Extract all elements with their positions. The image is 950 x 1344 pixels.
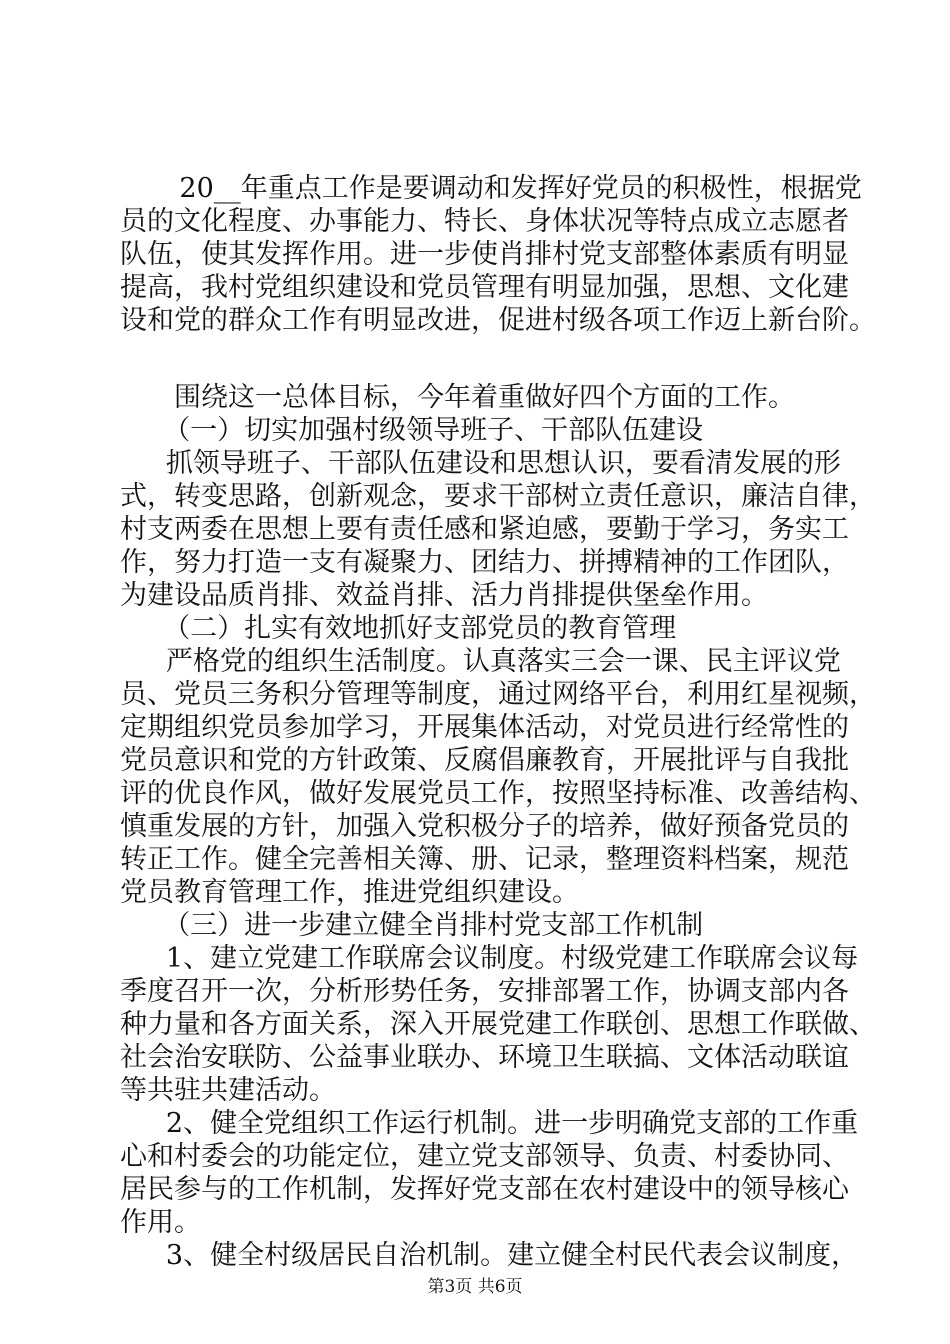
text-line: 评的优良作风，做好发展党员工作，按照坚持标准、改善结构、 — [120, 778, 876, 809]
text-line: 式，转变思路，创新观念，要求干部树立责任意识，廉洁自律， — [120, 481, 876, 512]
text-line: 提高，我村党组织建设和党员管理有明显加强，思想、文化建 — [120, 272, 849, 303]
paragraph — [120, 381, 840, 414]
text-line: 20__年重点工作是要调动和发挥好党员的积极性，根据党 — [179, 173, 862, 204]
text-line: 党员教育管理工作，推进党组织建设。 — [120, 877, 579, 908]
text-line: （一）切实加强村级领导班子、干部队伍建设 — [163, 415, 704, 446]
paragraph — [120, 942, 876, 1107]
text-line: 抓领导班子、干部队伍建设和思想认识，要看清发展的形 — [165, 448, 841, 479]
text-line: 村支两委在思想上要有责任感和紧迫感，要勤于学习，务实工 — [120, 514, 849, 545]
text-line: 设和党的群众工作有明显改进，促进村级各项工作迈上新台阶。 — [120, 305, 876, 336]
text-line: 3、健全村级居民自治机制。建立健全村民代表会议制度， — [165, 1240, 859, 1271]
text-line: 2、健全党组织工作运行机制。进一步明确党支部的工作重 — [165, 1108, 859, 1139]
text-line: 种力量和各方面关系，深入开展党建工作联创、思想工作联做、 — [120, 1009, 876, 1040]
text-line: （三）进一步建立健全肖排村党支部工作机制 — [163, 910, 704, 941]
text-line: 围绕这一总体目标，今年着重做好四个方面的工作。 — [174, 382, 795, 413]
paragraph — [120, 645, 876, 909]
text-line: 居民参与的工作机制，发挥好党支部在农村建设中的领导核心 — [120, 1174, 849, 1205]
text-line: 作，努力打造一支有凝聚力、团结力、拼搏精神的工作团队， — [120, 547, 849, 578]
text-line: （二）扎实有效地抓好支部党员的教育管理 — [163, 613, 677, 644]
paragraph — [120, 414, 840, 447]
text-line: 转正工作。健全完善相关簿、册、记录，整理资料档案，规范 — [120, 844, 849, 875]
paragraph — [120, 909, 840, 942]
paragraph — [120, 1107, 859, 1239]
paragraph — [120, 1239, 859, 1272]
text-line: 慎重发展的方针，加强入党积极分子的培养，做好预备党员的 — [120, 811, 849, 842]
text-line: 党员意识和党的方针政策、反腐倡廉教育，开展批评与自我批 — [120, 745, 849, 776]
page-footer: 第3页 共6页 — [427, 1277, 523, 1297]
text-line: 季度召开一次，分析形势任务，安排部署工作，协调支部内各 — [120, 976, 849, 1007]
text-line: 等共驻共建活动。 — [120, 1075, 336, 1106]
text-line: 队伍，使其发挥作用。进一步使肖排村党支部整体素质有明显 — [120, 239, 849, 270]
text-line: 社会治安联防、公益事业联办、环境卫生联搞、文体活动联谊 — [120, 1042, 849, 1073]
text-line: 1、建立党建工作联席会议制度。村级党建工作联席会议每 — [165, 943, 859, 974]
text-line: 严格党的组织生活制度。认真落实三会一课、民主评议党 — [165, 646, 841, 677]
paragraph-gap — [120, 337, 840, 381]
document-body — [120, 172, 876, 1272]
text-line: 作用。 — [120, 1207, 201, 1238]
paragraph — [120, 447, 876, 612]
text-line: 心和村委会的功能定位，建立党支部领导、负责、村委协同、 — [120, 1141, 849, 1172]
text-line: 定期组织党员参加学习，开展集体活动，对党员进行经常性的 — [120, 712, 849, 743]
paragraph — [120, 172, 876, 337]
paragraph — [120, 612, 840, 645]
text-line: 为建设品质肖排、效益肖排、活力肖排提供堡垒作用。 — [120, 580, 768, 611]
text-line: 员、党员三务积分管理等制度，通过网络平台，利用红星视频， — [120, 679, 876, 710]
text-line: 员的文化程度、办事能力、特长、身体状况等特点成立志愿者 — [120, 206, 849, 237]
